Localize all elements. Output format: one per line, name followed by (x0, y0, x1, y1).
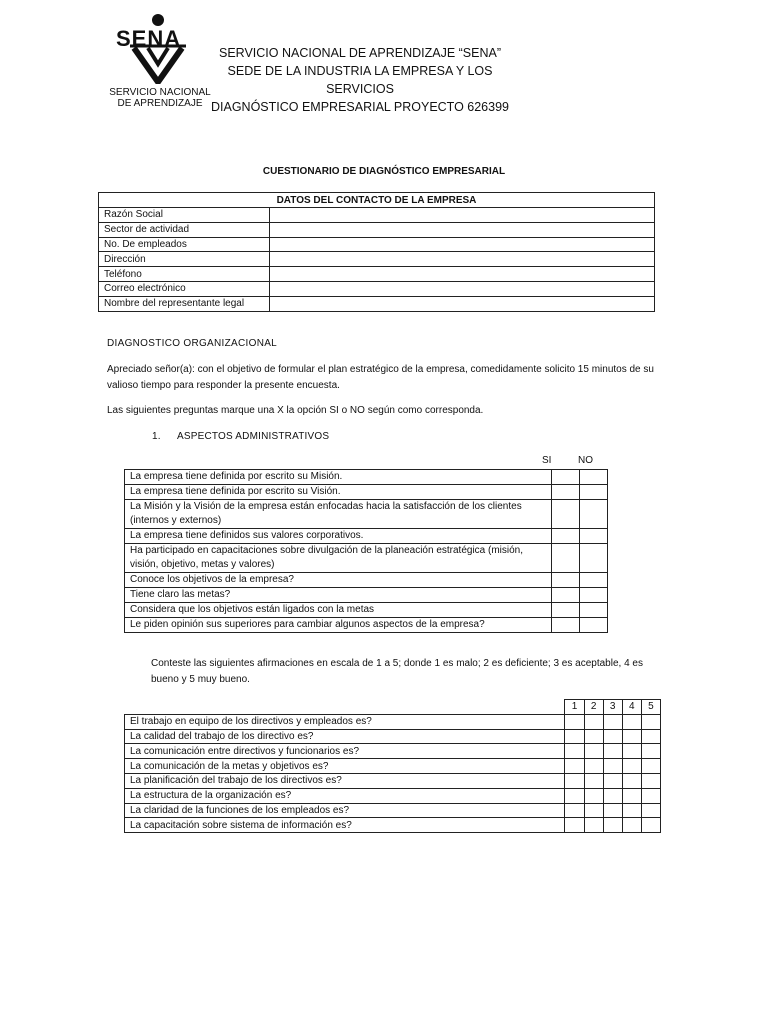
admin-question-text: La empresa tiene definida por escrito su Visión. (125, 485, 552, 500)
scale-answer-cell[interactable] (641, 744, 660, 759)
no-column-label: NO (578, 455, 593, 466)
scale-answer-cell[interactable] (603, 788, 622, 803)
questionnaire-title: CUESTIONARIO DE DIAGNÓSTICO EMPRESARIAL (262, 166, 506, 177)
document-header (210, 44, 510, 116)
contact-field-label: Sector de actividad (99, 222, 270, 237)
contact-row (99, 237, 655, 252)
scale-answer-cell[interactable] (584, 788, 603, 803)
no-answer-cell[interactable] (579, 618, 607, 633)
scale-question-text: La estructura de la organización es? (125, 788, 565, 803)
admin-questions-table (124, 469, 608, 633)
scale-answer-cell[interactable] (603, 744, 622, 759)
no-answer-cell[interactable] (579, 485, 607, 500)
scale-question-text: La planificación del trabajo de los directivos es? (125, 773, 565, 788)
scale-answer-cell[interactable] (622, 788, 641, 803)
scale-answer-cell[interactable] (641, 818, 660, 833)
si-answer-cell[interactable] (551, 470, 579, 485)
admin-question-row (125, 588, 608, 603)
contact-field-label: Teléfono (99, 267, 270, 282)
contact-table (98, 192, 655, 312)
contact-field-label: No. De empleados (99, 237, 270, 252)
contact-field-value[interactable] (270, 252, 655, 267)
admin-question-text: Tiene claro las metas? (125, 588, 552, 603)
admin-question-text: Conoce los objetivos de la empresa? (125, 573, 552, 588)
logo-subtitle (108, 87, 212, 109)
scale-question-text: La claridad de la funciones de los empleados es? (125, 803, 565, 818)
contact-field-label: Correo electrónico (99, 281, 270, 296)
scale-answer-cell[interactable] (603, 803, 622, 818)
scale-header-row (125, 700, 661, 715)
scale-answer-cell[interactable] (622, 729, 641, 744)
contact-row (99, 281, 655, 296)
scale-answer-cell[interactable] (584, 818, 603, 833)
scale-answer-cell[interactable] (603, 818, 622, 833)
scale-answer-cell[interactable] (641, 714, 660, 729)
admin-question-text: Le piden opinión sus superiores para cambiar algunos aspectos de la empresa? (125, 618, 552, 633)
contact-field-value[interactable] (270, 267, 655, 282)
scale-question-text: La capacitación sobre sistema de información es? (125, 818, 565, 833)
si-answer-cell[interactable] (551, 603, 579, 618)
header-line-2: SEDE DE LA INDUSTRIA LA EMPRESA Y LOS SERVICIOS (227, 64, 493, 96)
scale-answer-cell[interactable] (603, 714, 622, 729)
scale-header-cell: 5 (641, 700, 660, 715)
header-line-1: SERVICIO NACIONAL DE APRENDIZAJE “SENA” (218, 46, 501, 60)
no-answer-cell[interactable] (579, 544, 607, 573)
scale-header-cell: 4 (622, 700, 641, 715)
scale-answer-cell[interactable] (641, 759, 660, 774)
scale-answer-cell[interactable] (565, 714, 584, 729)
scale-answer-cell[interactable] (622, 803, 641, 818)
no-answer-cell[interactable] (579, 529, 607, 544)
section-1-number: 1. (152, 431, 161, 442)
admin-question-row (125, 529, 608, 544)
scale-answer-cell[interactable] (584, 744, 603, 759)
header-line-3: DIAGNÓSTICO EMPRESARIAL PROYECTO 626399 (210, 100, 509, 114)
scale-answer-cell[interactable] (622, 744, 641, 759)
scale-question-text: La calidad del trabajo de los directivo es? (125, 729, 565, 744)
admin-question-row (125, 573, 608, 588)
scale-question-row (125, 773, 661, 788)
si-answer-cell[interactable] (551, 485, 579, 500)
admin-question-text: Considera que los objetivos están ligados con la metas (125, 603, 552, 618)
scale-answer-cell[interactable] (622, 714, 641, 729)
scale-question-row (125, 818, 661, 833)
scale-question-text: La comunicación de la metas y objetivos es? (125, 759, 565, 774)
scale-answer-cell[interactable] (584, 803, 603, 818)
scale-answer-cell[interactable] (565, 818, 584, 833)
scale-header-blank (125, 700, 565, 715)
intro-paragraph: Apreciado señor(a): con el objetivo de formular el plan estratégico de la empresa, comedidamente solicito 15 minutos de su valioso tiempo para responder la presente encuesta. (107, 364, 654, 391)
scale-question-text: El trabajo en equipo de los directivos y empleados es? (125, 714, 565, 729)
scale-question-text: La comunicación entre directivos y funcionarios es? (125, 744, 565, 759)
section-1-heading (152, 429, 329, 445)
admin-question-text: Ha participado en capacitaciones sobre divulgación de la planeación estratégica (misión, visión, objetivo, metas y valores) (125, 544, 552, 573)
scale-header-cell: 2 (584, 700, 603, 715)
diagnostico-heading: DIAGNOSTICO ORGANIZACIONAL (107, 338, 278, 349)
scale-answer-cell[interactable] (565, 759, 584, 774)
contact-field-label: Dirección (99, 252, 270, 267)
logo-word: SENA (116, 26, 182, 51)
admin-question-row (125, 485, 608, 500)
scale-answer-cell[interactable] (641, 788, 660, 803)
scale-answer-cell[interactable] (641, 773, 660, 788)
admin-question-row (125, 544, 608, 573)
si-answer-cell[interactable] (551, 573, 579, 588)
si-column-label: SI (542, 455, 552, 466)
si-answer-cell[interactable] (551, 500, 579, 529)
contact-row (99, 252, 655, 267)
scale-questions-table (124, 699, 661, 833)
scale-question-row (125, 759, 661, 774)
scale-answer-cell[interactable] (584, 759, 603, 774)
scale-answer-cell[interactable] (565, 788, 584, 803)
si-answer-cell[interactable] (551, 618, 579, 633)
contact-field-label: Nombre del representante legal (99, 296, 270, 311)
section-1-title: ASPECTOS ADMINISTRATIVOS (177, 431, 330, 442)
contact-field-value[interactable] (270, 281, 655, 296)
scale-header-cell: 3 (603, 700, 622, 715)
scale-answer-cell[interactable] (603, 759, 622, 774)
contact-table-heading: DATOS DEL CONTACTO DE LA EMPRESA (99, 193, 655, 208)
scale-answer-cell[interactable] (622, 759, 641, 774)
instruction-text: Las siguientes preguntas marque una X la opción SI o NO según como corresponda. (107, 405, 484, 416)
no-answer-cell[interactable] (579, 470, 607, 485)
scale-answer-cell[interactable] (584, 714, 603, 729)
scale-question-row (125, 714, 661, 729)
scale-answer-cell[interactable] (641, 803, 660, 818)
scale-question-row (125, 744, 661, 759)
admin-question-row (125, 618, 608, 633)
contact-field-value[interactable] (270, 237, 655, 252)
admin-question-text: La empresa tiene definida por escrito su Misión. (125, 470, 552, 485)
si-answer-cell[interactable] (551, 544, 579, 573)
scale-answer-cell[interactable] (603, 773, 622, 788)
scale-answer-cell[interactable] (603, 729, 622, 744)
no-answer-cell[interactable] (579, 500, 607, 529)
sena-logo (104, 12, 211, 112)
admin-question-text: La Misión y la Visión de la empresa están enfocadas hacia la satisfacción de los clientes (internos y externos) (125, 500, 552, 529)
scale-answer-cell[interactable] (565, 773, 584, 788)
scale-answer-cell[interactable] (565, 803, 584, 818)
logo-subtitle-line2: DE APRENDIZAJE (117, 98, 203, 109)
scale-question-row (125, 788, 661, 803)
contact-field-value[interactable] (270, 208, 655, 223)
scale-answer-cell[interactable] (584, 773, 603, 788)
scale-answer-cell[interactable] (622, 818, 641, 833)
admin-question-row (125, 500, 608, 529)
scale-header-cell: 1 (565, 700, 584, 715)
no-answer-cell[interactable] (579, 588, 607, 603)
logo-subtitle-line1: SERVICIO NACIONAL (109, 87, 211, 98)
scale-answer-cell[interactable] (565, 729, 584, 744)
admin-question-row (125, 603, 608, 618)
no-answer-cell[interactable] (579, 573, 607, 588)
contact-row (99, 296, 655, 311)
contact-row (99, 267, 655, 282)
scale-question-row (125, 729, 661, 744)
scale-answer-cell[interactable] (565, 744, 584, 759)
contact-field-label: Razón Social (99, 208, 270, 223)
scale-instruction: Conteste las siguientes afirmaciones en escala de 1 a 5; donde 1 es malo; 2 es deficiente; 3 es aceptable, 4 es bueno y 5 muy bueno. (151, 658, 643, 685)
scale-question-row (125, 803, 661, 818)
no-answer-cell[interactable] (579, 603, 607, 618)
admin-question-row (125, 470, 608, 485)
admin-question-text: La empresa tiene definidos sus valores corporativos. (125, 529, 552, 544)
scale-answer-cell[interactable] (622, 773, 641, 788)
si-answer-cell[interactable] (551, 588, 579, 603)
contact-row (99, 208, 655, 223)
contact-row (99, 222, 655, 237)
contact-field-value[interactable] (270, 222, 655, 237)
contact-field-value[interactable] (270, 296, 655, 311)
scale-answer-cell[interactable] (641, 729, 660, 744)
si-answer-cell[interactable] (551, 529, 579, 544)
scale-answer-cell[interactable] (584, 729, 603, 744)
